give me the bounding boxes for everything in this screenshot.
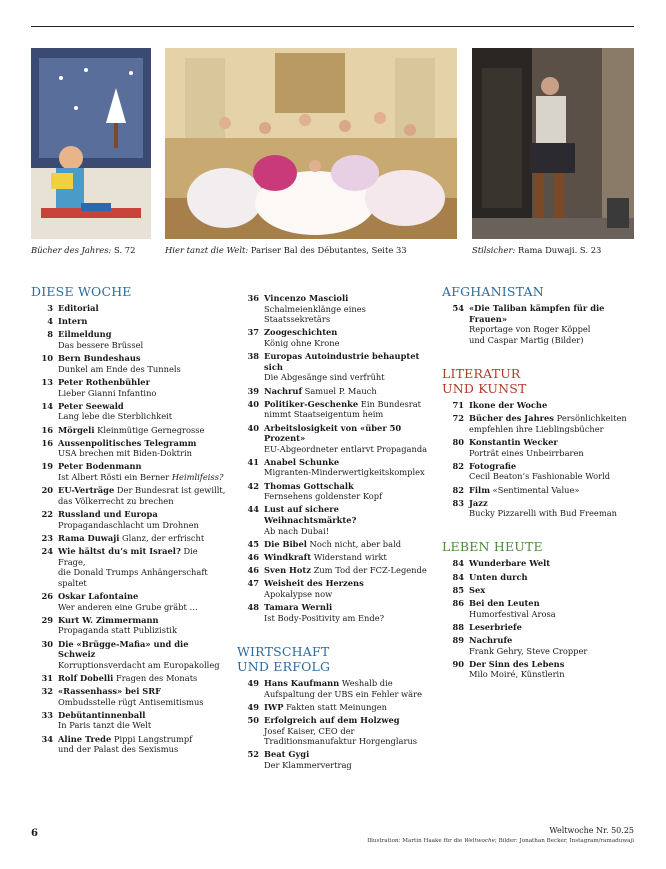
toc-title: Leserbriefe (469, 621, 522, 632)
toc-title-rest: Weshalb die (339, 677, 393, 688)
toc-entry[interactable] (31, 615, 227, 636)
toc-title: Peter Rothenbühler (58, 376, 150, 387)
toc-entry[interactable] (237, 293, 433, 325)
section-heading-afghanistan: AFGHANISTAN (442, 284, 544, 299)
toc-subtitle: Die Abgesänge sind verfrüht (264, 372, 385, 383)
toc-subtitle: Propagandaschlacht um Drohnen (58, 519, 199, 530)
column-right (442, 284, 638, 683)
toc-subtitle: Das bessere Brüssel (58, 339, 144, 350)
toc-page-number: 36 (247, 293, 259, 303)
toc-subtitle: nimmt Staatseigentum heim (264, 409, 384, 420)
toc-entry-text (58, 710, 227, 731)
toc-subtitle: Ab nach Dubai! (264, 525, 330, 536)
caption-style: Stilsicher: Rama Duwaji. S. 23 (472, 245, 602, 255)
toc-entry-text (264, 715, 433, 747)
toc-subtitle: Cecil Beaton’s Fashionable World (469, 471, 611, 482)
toc-entry-text (58, 639, 227, 671)
toc-page-number: 46 (247, 552, 259, 562)
toc-page-number: 52 (247, 749, 259, 760)
toc-entry[interactable] (237, 386, 433, 397)
toc-entry-text (264, 539, 433, 550)
toc-entry[interactable] (442, 461, 638, 482)
toc-title: Bücher des Jahres (469, 413, 554, 424)
toc-title: Eilmeldung (58, 329, 112, 340)
toc-page-number: 22 (41, 509, 53, 520)
toc-page-number: 3 (47, 303, 53, 313)
toc-page-number: 8 (47, 329, 53, 340)
toc-subtitle-2: Traditionsmanufaktur Horgenglarus (264, 736, 418, 747)
toc-subtitle: empfehlen ihre Lieblingsbücher (469, 423, 604, 434)
toc-subtitle: Milo Moiré, Künstlerin (469, 669, 565, 680)
toc-entry-text (58, 461, 227, 482)
toc-entry[interactable] (31, 546, 227, 588)
toc-page-number: 14 (41, 400, 53, 411)
toc-entry[interactable] (237, 423, 433, 455)
toc-entry[interactable] (442, 558, 638, 569)
toc-entry[interactable] (237, 678, 433, 699)
toc-title-rest: Glanz, der erfrischt (119, 532, 205, 543)
toc-subtitle: Aufspaltung der UBS ein Fehler wäre (264, 688, 422, 699)
toc-entry[interactable] (31, 316, 227, 327)
toc-subtitle: Dunkel am Ende des Tunnels (58, 363, 181, 374)
toc-entry[interactable] (31, 401, 227, 422)
toc-page-number: 39 (247, 385, 259, 396)
toc-subtitle-em: Heimlifeiss? (169, 472, 224, 483)
toc-entry-text (469, 461, 638, 482)
toc-subtitle: In Paris tanzt die Welt (58, 720, 152, 731)
toc-entry-text (58, 533, 227, 544)
toc-page-number: 82 (452, 460, 464, 471)
toc-entry-text (58, 615, 227, 636)
toc-entry-text (58, 377, 227, 398)
toc-page-number: 29 (41, 614, 53, 625)
toc-entry-text (264, 602, 433, 623)
toc-title-rest: Noch nicht, aber bald (306, 538, 402, 549)
section-heading-literatur: LITERATUR UND KUNST (442, 365, 527, 396)
toc-entry[interactable] (442, 485, 638, 496)
toc-title: Aline Trede (58, 733, 112, 744)
toc-entry[interactable] (31, 377, 227, 398)
toc-entry-text (58, 401, 227, 422)
toc-title: Mörgeli (58, 424, 95, 435)
toc-subtitle: Fernsehens goldenster Kopf (264, 491, 383, 502)
toc-subtitle: die Donald Trumps Anhängerschaft spaltet (58, 567, 208, 588)
toc-entry[interactable] (237, 715, 433, 747)
toc-entry-text (58, 686, 227, 707)
toc-page-number: 45 (247, 538, 259, 549)
toc-entry[interactable] (442, 659, 638, 680)
toc-title: Europas Autoindustrie behauptet sich (264, 351, 420, 372)
toc-entry-text (469, 400, 638, 411)
toc-title-rest: Ein Bundesrat (358, 398, 421, 409)
toc-entry[interactable] (31, 509, 227, 530)
toc-title: Sex (469, 584, 486, 595)
toc-entry-text (264, 749, 433, 770)
toc-title: Der Sinn des Lebens (469, 658, 565, 669)
toc-title: Bern Bundeshaus (58, 353, 141, 364)
toc-title-rest: Kleinmütige Gernegrosse (94, 424, 205, 435)
toc-title-rest: Persönlichkeiten (553, 413, 627, 424)
toc-title: Vincenzo Mascioli (264, 293, 349, 303)
toc-entry-text (469, 498, 638, 519)
toc-title: Thomas Gottschalk (264, 480, 354, 491)
toc-entry[interactable] (31, 591, 227, 612)
toc-page-number: 37 (247, 327, 259, 338)
toc-title: Politiker-Geschenke (264, 398, 359, 409)
toc-page-number: 16 (41, 424, 53, 435)
toc-page-number: 20 (41, 485, 53, 496)
toc-entry-text (264, 293, 433, 325)
toc-page-number: 88 (452, 621, 464, 632)
toc-subtitle: Der Klammervertrag (264, 759, 352, 770)
toc-subtitle: Porträt eines Unbeirrbaren (469, 447, 584, 458)
toc-subtitle: EU-Abgeordneter entlarvt Propaganda (264, 443, 428, 454)
toc-entry-text (58, 353, 227, 374)
toc-entry[interactable] (442, 585, 638, 596)
photo-credit: Illustration: Martin Haake für die Weltwoche; Bilder: Jonathan Becker, Instagram/ramaduwaji (367, 838, 634, 844)
toc-entry[interactable] (442, 303, 638, 345)
toc-page-number: 84 (452, 558, 464, 569)
toc-page-number: 40 (247, 398, 259, 409)
toc-entry-text (58, 329, 227, 350)
toc-page-number: 33 (41, 709, 53, 720)
top-rule (31, 26, 634, 27)
toc-subtitle: Schalmeienklänge eines Staatssekretärs (264, 303, 366, 325)
toc-entry-text (264, 423, 433, 455)
toc-entry-text (264, 702, 433, 713)
toc-entry[interactable] (442, 400, 638, 411)
toc-entry-text (264, 481, 433, 502)
toc-title: Zoogeschichten (264, 327, 338, 338)
toc-entry-text (58, 734, 227, 755)
column-middle (237, 293, 433, 773)
toc-entry-text (469, 622, 638, 633)
toc-page-number: 30 (41, 638, 53, 649)
toc-title: Aussenpolitisches Telegramm (58, 437, 197, 448)
toc-page-number: 38 (247, 351, 259, 362)
toc-entry[interactable] (31, 533, 227, 544)
toc-subtitle: Ombudsstelle rügt Antisemitismus (58, 696, 204, 707)
toc-page-number: 72 (452, 413, 464, 424)
toc-page-number: 34 (41, 733, 53, 744)
caption-ball: Hier tanzt die Welt: Pariser Bal des Débutantes, Seite 33 (165, 245, 407, 255)
toc-title: Wunderbare Welt (469, 558, 551, 569)
toc-entry[interactable] (31, 710, 227, 731)
toc-entry[interactable] (31, 485, 227, 506)
toc-entry[interactable] (442, 498, 638, 519)
toc-page-number: 23 (41, 532, 53, 543)
toc-page-number: 82 (452, 484, 464, 495)
toc-title: Anabel Schunke (264, 456, 340, 467)
toc-subtitle-2: und Caspar Martig (Bilder) (469, 334, 584, 345)
toc-entry-text (58, 509, 227, 530)
toc-title: Peter Bodenmann (58, 461, 142, 472)
toc-subtitle: Wer anderen eine Grube gräbt … (58, 601, 198, 612)
toc-entry-text (469, 659, 638, 680)
toc-title: Debütantinnenball (58, 709, 146, 720)
toc-page-number: 24 (41, 546, 53, 556)
toc-subtitle: Frank Gehry, Steve Cropper (469, 645, 588, 656)
toc-entry-text (469, 437, 638, 458)
toc-entry[interactable] (442, 622, 638, 633)
toc-title-rest: Fakten statt Meinungen (283, 701, 387, 712)
toc-page-number: 31 (41, 672, 53, 683)
toc-page-number: 89 (452, 635, 464, 645)
toc-entry-text (58, 438, 227, 459)
page-number: 6 (31, 828, 38, 839)
toc-entry[interactable] (237, 399, 433, 420)
toc-entry[interactable] (237, 327, 433, 348)
toc-page-number: 16 (41, 437, 53, 448)
toc-title: «Die Taliban kämpfen für die Frauen» (469, 303, 605, 324)
toc-title: Peter Seewald (58, 400, 124, 411)
toc-title: Die Bibel (264, 538, 307, 549)
toc-entry[interactable] (442, 413, 638, 434)
toc-subtitle: und der Palast des Sexismus (58, 744, 179, 755)
toc-subtitle: Lieber Gianni Infantino (58, 387, 157, 398)
toc-entry[interactable] (237, 457, 433, 478)
toc-entry-text (469, 585, 638, 596)
toc-page-number: 71 (452, 399, 464, 410)
toc-subtitle: Migranten-Minderwertigkeitskomplex (264, 467, 425, 478)
toc-title: IWP (264, 701, 284, 712)
toc-title: Jazz (469, 497, 488, 508)
toc-page-number: 84 (452, 571, 464, 582)
toc-entry-text (58, 425, 227, 436)
rama-duwaji-photo (472, 48, 634, 239)
toc-title: Wie hältst du’s mit Israel? (58, 546, 181, 556)
toc-title-rest: Samuel P. Mauch (302, 385, 377, 396)
toc-title: Ikone der Woche (469, 399, 548, 410)
toc-title: Die «Brügge-Mafia» und die Schweiz (58, 638, 189, 660)
toc-entry-text (58, 485, 227, 506)
toc-entry-text (58, 546, 227, 588)
toc-page-number: 48 (247, 602, 259, 613)
toc-title: Erfolgreich auf dem Holzweg (264, 714, 400, 725)
toc-entry[interactable] (442, 598, 638, 619)
debutantes-ball-photo (165, 48, 457, 239)
toc-page-number: 49 (247, 701, 259, 712)
toc-page-number: 80 (452, 436, 464, 447)
toc-entry[interactable] (442, 635, 638, 656)
toc-title: Russland und Europa (58, 509, 158, 520)
toc-page-number: 86 (452, 598, 464, 609)
toc-subtitle: Korruptionsverdacht am Europakolleg (58, 659, 220, 670)
toc-entry-text (469, 635, 638, 656)
toc-entry[interactable] (31, 639, 227, 671)
caption-books: Bücher des Jahres: S. 72 (31, 245, 136, 255)
toc-entry[interactable] (237, 578, 433, 599)
toc-entry-text (264, 552, 433, 563)
toc-subtitle: Lang lebe die Sterblichkeit (58, 411, 173, 422)
toc-entry-text (58, 673, 227, 684)
toc-title: Konstantin Wecker (469, 436, 558, 447)
toc-entry-text (469, 413, 638, 434)
toc-entry[interactable] (442, 437, 638, 458)
toc-page-number: 32 (41, 686, 53, 697)
toc-title-rest: Der Bundesrat ist gewillt, (114, 485, 226, 496)
toc-page-number: 44 (247, 504, 259, 515)
toc-entry[interactable] (31, 329, 227, 350)
toc-entry[interactable] (31, 673, 227, 684)
toc-entry-text (469, 572, 638, 583)
toc-title: Nachrufe (469, 635, 513, 645)
toc-page-number: 50 (247, 714, 259, 725)
toc-title: Hans Kaufmann (264, 677, 340, 688)
toc-title: Fotografie (469, 460, 517, 471)
toc-subtitle: Propaganda statt Publizistik (58, 625, 177, 636)
toc-subtitle: das Völkerrecht zu brechen (58, 495, 174, 506)
toc-entry-text (58, 316, 227, 327)
toc-entry-text (264, 386, 433, 397)
section-heading-leben-heute: LEBEN HEUTE (442, 539, 543, 555)
toc-entry[interactable] (237, 481, 433, 502)
toc-title-rest: Widerstand wirkt (311, 552, 387, 562)
toc-page-number: 42 (247, 480, 259, 491)
toc-entry-text (264, 327, 433, 348)
toc-title: Lust auf sichere Weihnachtsmärkte? (264, 504, 357, 526)
toc-title: Kurt W. Zimmermann (58, 614, 159, 625)
toc-entry[interactable] (237, 749, 433, 770)
toc-title: «Rassenhass» bei SRF (58, 686, 162, 697)
toc-subtitle: Ist Body-Positivity am Ende? (264, 612, 385, 623)
books-illustration (31, 48, 151, 239)
toc-title: Windkraft (264, 552, 312, 562)
toc-entry[interactable] (237, 539, 433, 550)
toc-page-number: 46 (247, 565, 259, 576)
section-heading-wirtschaft: WIRTSCHAFT UND ERFOLG (237, 643, 331, 674)
toc-page-number: 4 (47, 316, 53, 327)
toc-title-rest: Die Frage, (58, 546, 198, 567)
toc-entry[interactable] (237, 504, 433, 536)
toc-title: Beat Gygi (264, 749, 310, 760)
toc-entry-text (264, 457, 433, 478)
toc-subtitle: USA brechen mit Biden-Doktrin (58, 448, 192, 459)
toc-entry-text (264, 565, 433, 576)
toc-title: Arbeitslosigkeit von «über 50 Prozent» (264, 422, 402, 444)
toc-title: Film (469, 484, 490, 495)
toc-entry[interactable] (442, 572, 638, 583)
toc-entry-text (469, 558, 638, 569)
toc-entry[interactable] (237, 702, 433, 713)
toc-title-rest: «Sentimental Value» (489, 484, 580, 495)
section-heading-diese-woche: DIESE WOCHE (31, 284, 132, 299)
toc-entry[interactable] (237, 565, 433, 576)
toc-subtitle: König ohne Krone (264, 337, 340, 348)
toc-entry-text (469, 598, 638, 619)
toc-page-number: 10 (41, 353, 53, 364)
toc-entry-text (469, 303, 638, 345)
toc-page-number: 41 (247, 456, 259, 467)
toc-subtitle: Reportage von Roger Köppel (469, 324, 591, 335)
toc-page-number: 13 (41, 376, 53, 387)
toc-page-number: 83 (452, 497, 464, 508)
toc-title: Sven Hotz (264, 565, 311, 576)
toc-subtitle: Ist Albert Rösti ein Berner (58, 472, 170, 483)
toc-entry-text (58, 591, 227, 612)
column-diese-woche (31, 284, 227, 757)
toc-page-number: 90 (452, 658, 464, 669)
toc-entry[interactable] (237, 552, 433, 563)
toc-entry[interactable] (31, 303, 227, 314)
toc-subtitle: Humorfestival Arosa (469, 608, 556, 619)
toc-title: Rolf Dobelli (58, 672, 114, 683)
toc-page-number: 49 (247, 677, 259, 688)
toc-title: Unten durch (469, 571, 528, 582)
toc-entry[interactable] (237, 351, 433, 383)
toc-title: EU-Verträge (58, 485, 115, 496)
toc-subtitle: Bucky Pizzarelli with Bud Freeman (469, 508, 617, 519)
toc-title-rest: Pippi Langstrumpf (111, 733, 193, 744)
toc-page-number: 26 (41, 590, 53, 601)
toc-entry-text (264, 351, 433, 383)
toc-title: Nachruf (264, 385, 303, 396)
toc-entry[interactable] (31, 425, 227, 436)
toc-title-rest: Zum Tod der FCZ-Legende (310, 565, 427, 576)
toc-page-number: 47 (247, 578, 259, 589)
toc-entry[interactable] (31, 438, 227, 459)
toc-title: Intern (58, 316, 88, 327)
toc-title: Weisheit des Herzens (264, 578, 364, 589)
toc-title: Oskar Lafontaine (58, 590, 139, 601)
toc-subtitle: Apokalypse now (264, 588, 333, 599)
toc-page-number: 19 (41, 461, 53, 472)
toc-page-number: 40 (247, 422, 259, 433)
toc-title: Editorial (58, 303, 99, 313)
toc-entry[interactable] (31, 734, 227, 755)
toc-entry-text (264, 678, 433, 699)
toc-entry-text (58, 303, 227, 314)
toc-page-number: 85 (452, 584, 464, 595)
toc-page-number: 54 (452, 303, 464, 313)
toc-entry[interactable] (237, 602, 433, 623)
toc-entry[interactable] (31, 686, 227, 707)
toc-entry[interactable] (31, 353, 227, 374)
toc-entry-text (264, 504, 433, 536)
toc-title: Rama Duwaji (58, 532, 120, 543)
toc-title: Bei den Leuten (469, 598, 540, 609)
toc-subtitle: Josef Kaiser, CEO der (264, 725, 355, 736)
toc-title: Tamara Wernli (264, 602, 333, 613)
toc-entry-text (469, 485, 638, 496)
toc-entry-text (264, 399, 433, 420)
toc-entry-text (264, 578, 433, 599)
toc-entry[interactable] (31, 461, 227, 482)
issue-label: Weltwoche Nr. 50.25 (549, 826, 634, 835)
toc-title-rest: Fragen des Monats (113, 672, 198, 683)
